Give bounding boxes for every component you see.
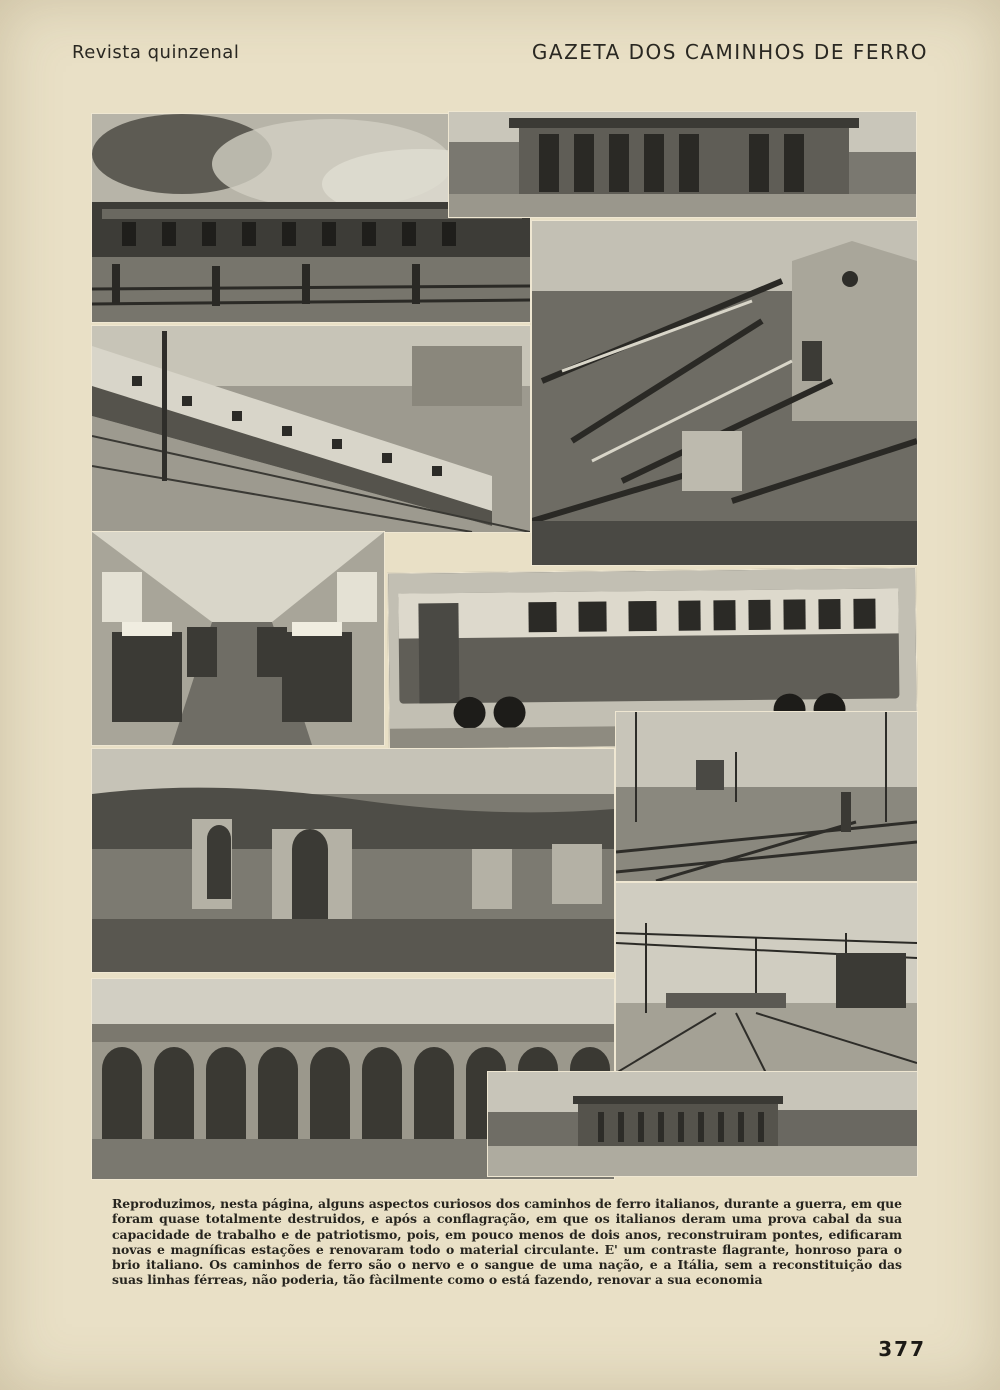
photo-destroyed-station [531,220,918,566]
caption-paragraph: Reproduzimos, nesta página, alguns aspectos curiosos dos caminhos de ferro italianos, durante a guerra, em que foram quase totalmente destruidos, e após a conflagração, em que os italianos deram uma prova cabal da sua capacidade de trabalho e de patriotismo, pois, em pouco menos de dois anos, reconstruiram pontes, edificaram novas e magníficas estações e renovaram todo o material circulante. E' um contraste flagrante, honroso para o brio italiano. Os caminhos de ferro são o nervo e o sangue de uma nação, e a Itália, sem a reconstituição das suas linhas férreas, não poderia, tão fàcilmente como o está fazendo, renovar a sua economia [112,1196,902,1288]
journal-subtitle: Revista quinzenal [72,42,240,63]
journal-title: GAZETA DOS CAMINHOS DE FERRO [531,40,928,64]
photo-new-station [487,1071,918,1177]
photo-damaged-tracks [615,711,918,882]
photo-electric-train [91,325,531,533]
photo-ruins [91,748,615,973]
photo-station-building [448,111,917,218]
page-number: 377 [878,1337,926,1361]
photo-coach-interior [91,531,385,746]
photo-electrified-yard [615,882,918,1074]
caption-text [112,1196,902,1288]
